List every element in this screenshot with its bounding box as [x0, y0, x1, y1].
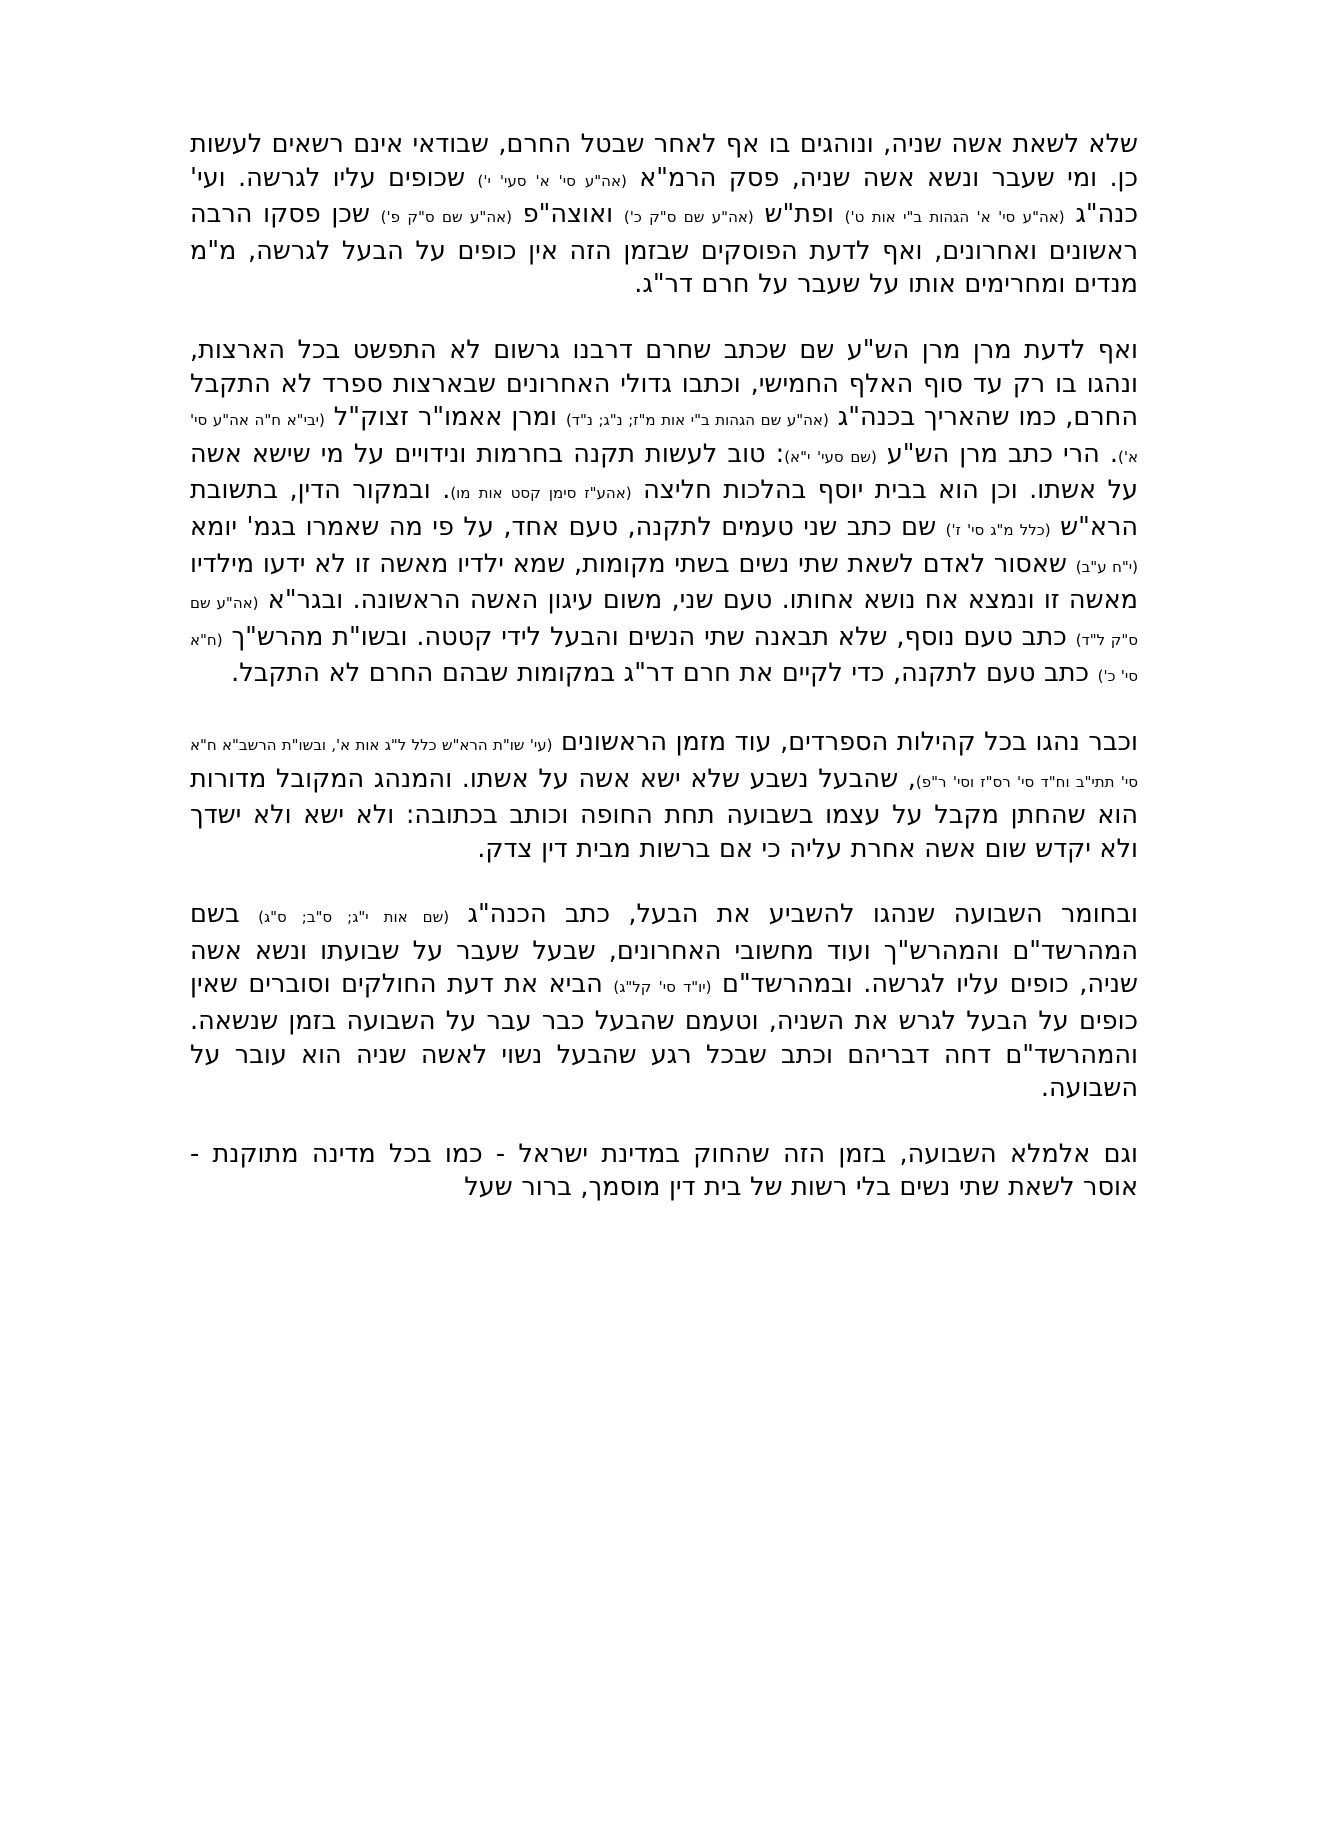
paragraph-3 — [190, 726, 1138, 866]
citation-reference: (אה"ע שם הגהות ב"י אות מ"ז; נ"ג; נ"ד) — [565, 411, 829, 430]
citation-reference: (אה"ע שם ס"ק ל"ד) — [190, 594, 1139, 649]
body-text: . הרי כתב מרן הש"ע — [876, 438, 1118, 469]
paragraph-4 — [190, 898, 1138, 1106]
citation-reference: (י"ח ע"ב) — [1075, 557, 1138, 576]
body-text: : טוב לעשות תקנה בחרמות ונידויים על מי שישא אשה על אשתו. וכן הוא בבית יוסף בהלכות חליצה — [190, 438, 1138, 506]
body-text: שלא לשאת אשה שניה, ונוהגים בו אף לאחר שבטל החרם, שבודאי אינם רשאים לעשות כן. ומי שעבר ונשא אשה שניה, פסק הרמ"א — [190, 129, 1138, 193]
citation-reference: (אהע"ז סימן קסט אות מו) — [450, 484, 632, 503]
body-text: ואוצה"פ — [512, 199, 624, 230]
citation-reference: (כלל מ"ג סי' ז') — [945, 520, 1051, 539]
body-text: , שהבעל נשבע שלא ישא אשה על אשתו. והמנהג המקובל מדורות הוא שהחתן מקבל על עצמו בשבועה תחת החופה וכותב בכתובה: ולא ישא ולא ישדך ולא יקדש שום אשה אחרת עליה כי אם ברשות מבית דין צדק. — [190, 763, 1138, 864]
body-text: וכבר נהגו בכל קהילות הספרדים, עוד מזמן הראשונים — [552, 726, 1138, 757]
citation-reference: (יו"ד סי' קל"ג) — [613, 978, 712, 997]
citation-reference: (שם אות י"ג; ס"ב; ס"ג) — [258, 908, 450, 927]
body-text: שכופים עליו לגרשה. ועי' כנה"ג — [190, 162, 1138, 230]
citation-reference: (שם סעי' י"א) — [784, 447, 877, 466]
paragraph-1 — [190, 128, 1138, 302]
document-text-body — [190, 128, 1138, 1205]
body-text: בשם המהרשד"ם והמהרש"ך ועוד מחשובי האחרונים, שבעל שעבר על שבועתו ונשא אשה שניה, כופים עליו לגרשה. ובמהרשד"ם — [190, 899, 1138, 1000]
citation-reference: (יבי"א ח"ה אה"ע סי' א') — [190, 411, 1138, 466]
body-text: שאסור לאדם לשאת שתי נשים בשתי מקומות, שמא ילדיו מאשה זו לא ידעו מילדיו מאשה זו ונמצא אח נושא אחותו. טעם שני, משום עיגון האשה הראשונה. ובגר"א — [190, 548, 1138, 616]
citation-reference: (אה"ע סי' א' הגהות ב"י אות ט') — [844, 208, 1065, 227]
citation-reference: (אה"ע שם ס"ק פ') — [380, 208, 512, 227]
citation-reference: (ח"א סי' כ') — [190, 630, 1138, 686]
body-text: ואף לדעת מרן מרן הש"ע שם שכתב שחרם דרבנו גרשום לא התפשט בכל הארצות, ונהגו בו רק עד סוף האלף החמישי, וכתבו גדולי האחרונים שבארצות ספרד לא התקבל החרם, כמו שהאריך בכנה"ג — [190, 334, 1138, 433]
paragraph-2 — [190, 334, 1138, 694]
body-text: וגם אלמלא השבועה, בזמן הזה שהחוק במדינת ישראל - כמו בכל מדינה מתוקנת - אוסר לשאת שתי נשים בלי רשות של בית דין מוסמך, ברור שעל — [190, 1138, 1138, 1203]
body-text: . ובמקור הדין, בתשובת הרא"ש — [190, 475, 1138, 542]
body-text: כתב טעם נוסף, שלא תבאנה שתי הנשים והבעל לידי קטטה. ובשו"ת מהרש"ך — [222, 621, 1076, 652]
body-text: ופת"ש — [753, 199, 845, 230]
body-text: שכן פסקו הרבה ראשונים ואחרונים, ואף לדעת הפוסקים שבזמן הזה אין כופים על הבעל לגרשה, מ"מ מנדים ומחרימים אותו על שעבר על חרם דר"ג. — [190, 199, 1138, 300]
citation-reference: (עי' שו"ת הרא"ש כלל ל"ג אות א', ובשו"ת הרשב"א ח"א סי' תתי"ב וח"ד סי' רס"ז וסי' ר"פ) — [190, 735, 1139, 791]
paragraph-5 — [190, 1138, 1138, 1205]
body-text: ובחומר השבועה שנהגו להשביע את הבעל, כתב הכנה"ג — [449, 899, 1139, 930]
body-text: הביא את דעת החולקים וסוברים שאין כופים על הבעל לגרש את השניה, וטעמם שהבעל כבר עבר על השבועה בזמן שנשאה. והמהרשד"ם דחה דבריהם וכתב שבכל רגע שהבעל נשוי לאשה שניה הוא עובר על השבועה. — [190, 969, 1138, 1104]
body-text: שם כתב שני טעמים לתקנה, טעם אחד, על פי מה שאמרו בגמ' יומא — [190, 511, 946, 542]
citation-reference: (אה"ע שם ס"ק כ') — [623, 208, 754, 227]
citation-reference: (אה"ע סי' א' סעי' י') — [477, 171, 627, 190]
body-text: כתב טעם לתקנה, כדי לקיים את חרם דר"ג במקומות שבהם החרם לא התקבל. — [231, 658, 1098, 689]
body-text: ומרן אאמו"ר זצוק"ל — [324, 402, 566, 433]
